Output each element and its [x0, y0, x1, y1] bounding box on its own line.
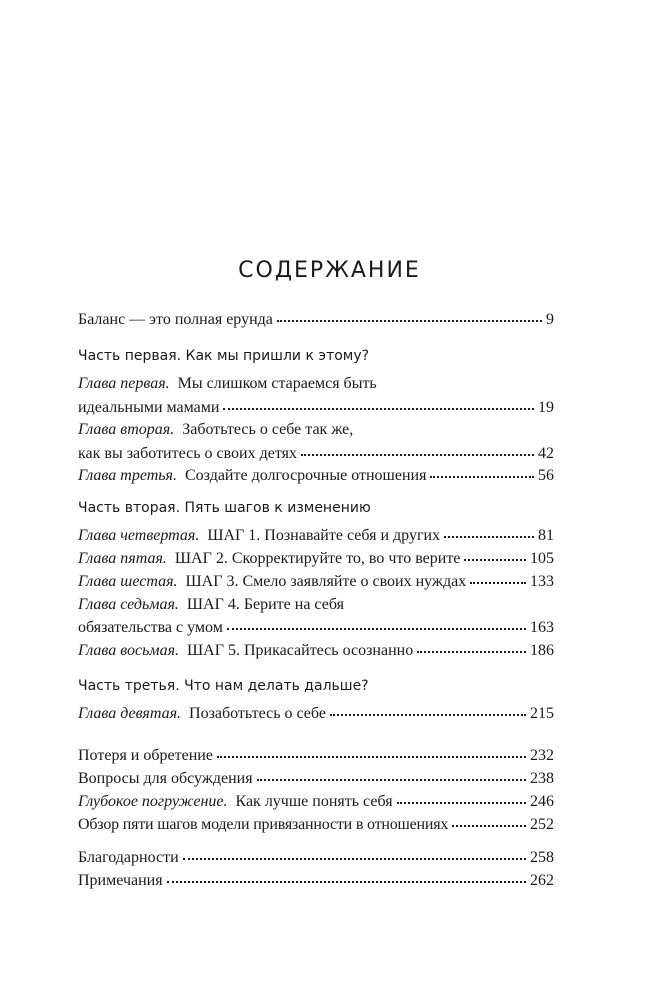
page-number: 232: [530, 747, 554, 764]
chapter-title: ШАГ 1. Познавайте себя и других: [207, 527, 441, 544]
dot-leader: [430, 475, 534, 478]
entry-label: Примечания: [78, 872, 163, 889]
dot-leader: [217, 755, 526, 758]
toc-entry-appendix: [78, 767, 554, 791]
page-number: 246: [530, 793, 554, 810]
page-number: 19: [538, 399, 554, 416]
page-number: 258: [530, 849, 554, 866]
dot-leader: [470, 581, 526, 584]
toc-entry-chapter: [78, 570, 554, 594]
page-number: 105: [530, 550, 554, 567]
page-number: 133: [530, 573, 554, 590]
toc-entry-chapter: [78, 639, 554, 663]
chapter-title: ШАГ 5. Прикасайтесь осознанно: [187, 642, 414, 659]
chapter-label: Глава пятая.: [78, 550, 167, 567]
dot-leader: [223, 407, 534, 410]
page-number: 9: [546, 311, 554, 328]
toc-entry-intro: [78, 308, 554, 332]
chapter-title-cont: идеальными мамами: [78, 399, 220, 416]
chapter-title: Мы слишком стараемся быть: [177, 375, 377, 392]
page-number: 163: [530, 619, 554, 636]
part-heading: Часть третья. Что нам делать дальше?: [78, 678, 369, 694]
toc-entry-continuation: [78, 616, 554, 640]
toc-entry-chapter: [78, 418, 554, 442]
toc-entry-chapter: [78, 464, 554, 488]
toc-entry-chapter: [78, 372, 554, 396]
dot-leader: [277, 319, 542, 322]
dot-leader: [464, 558, 526, 561]
toc-entry-chapter: [78, 702, 554, 726]
page-number: 238: [530, 770, 554, 787]
dot-leader: [330, 713, 526, 716]
chapter-title: Заботьтесь о себе так же,: [182, 421, 354, 438]
chapter-label: Глава третья.: [78, 467, 177, 484]
entry-label: Обзор пяти шагов модели привязанности в отношениях: [78, 816, 449, 833]
chapter-label: Глава седьмая.: [78, 596, 179, 613]
part-heading: Часть вторая. Пять шагов к изменению: [78, 500, 371, 516]
chapter-label: Глава первая.: [78, 375, 170, 392]
entry-label: Как лучше понять себя: [235, 793, 393, 810]
entry-label: Вопросы для обсуждения: [78, 770, 253, 787]
dot-leader: [301, 453, 534, 456]
chapter-title-cont: как вы заботитесь о своих детях: [78, 445, 297, 462]
toc-entry-backmatter: [78, 869, 554, 893]
toc-entry-chapter: [78, 524, 554, 548]
part-heading: Часть первая. Как мы пришли к этому?: [78, 348, 370, 364]
dot-leader: [397, 801, 526, 804]
page-number: 215: [530, 705, 554, 722]
dot-leader: [227, 627, 526, 630]
toc-entry-appendix: [78, 813, 554, 837]
chapter-label: Глава восьмая.: [78, 642, 180, 659]
chapter-title: ШАГ 4. Берите на себя: [186, 596, 344, 613]
chapter-label: Глава девятая.: [78, 705, 182, 722]
toc-entry-continuation: [78, 396, 554, 420]
chapter-title-cont: обязательства с умом: [78, 619, 223, 636]
dot-leader: [444, 535, 534, 538]
chapter-title: ШАГ 2. Скорректируйте то, во что верите: [174, 550, 461, 567]
chapter-title: Позаботьтесь о себе: [189, 705, 326, 722]
toc-entry-chapter: [78, 593, 554, 617]
entry-label: Потеря и обретение: [78, 747, 213, 764]
chapter-label: Глава шестая.: [78, 573, 178, 590]
page-number: 56: [538, 467, 554, 484]
entry-italic-label: Глубокое погружение.: [78, 793, 228, 810]
chapter-label: Глава четвертая.: [78, 527, 200, 544]
page-number: 42: [538, 445, 554, 462]
page-number: 81: [538, 527, 554, 544]
page-number: 252: [530, 816, 554, 833]
page-number: 262: [530, 872, 554, 889]
toc-entry-backmatter: [78, 846, 554, 870]
chapter-title: Создайте долгосрочные отношения: [184, 467, 427, 484]
entry-label: Благодарности: [78, 849, 179, 866]
chapter-label: Глава вторая.: [78, 421, 175, 438]
chapter-title: ШАГ 3. Смело заявляйте о своих нуждах: [185, 573, 467, 590]
dot-leader: [417, 650, 526, 653]
dot-leader: [452, 824, 526, 827]
dot-leader: [167, 880, 526, 883]
page-title: СОДЕРЖАНИЕ: [238, 258, 421, 283]
entry-label: Баланс — это полная ерунда: [78, 311, 273, 328]
page-number: 186: [530, 642, 554, 659]
toc-entry-chapter: [78, 547, 554, 571]
toc-entry-appendix: [78, 790, 554, 814]
toc-entry-appendix: [78, 744, 554, 768]
toc-entry-continuation: [78, 442, 554, 466]
dot-leader: [257, 778, 526, 781]
dot-leader: [183, 857, 526, 860]
